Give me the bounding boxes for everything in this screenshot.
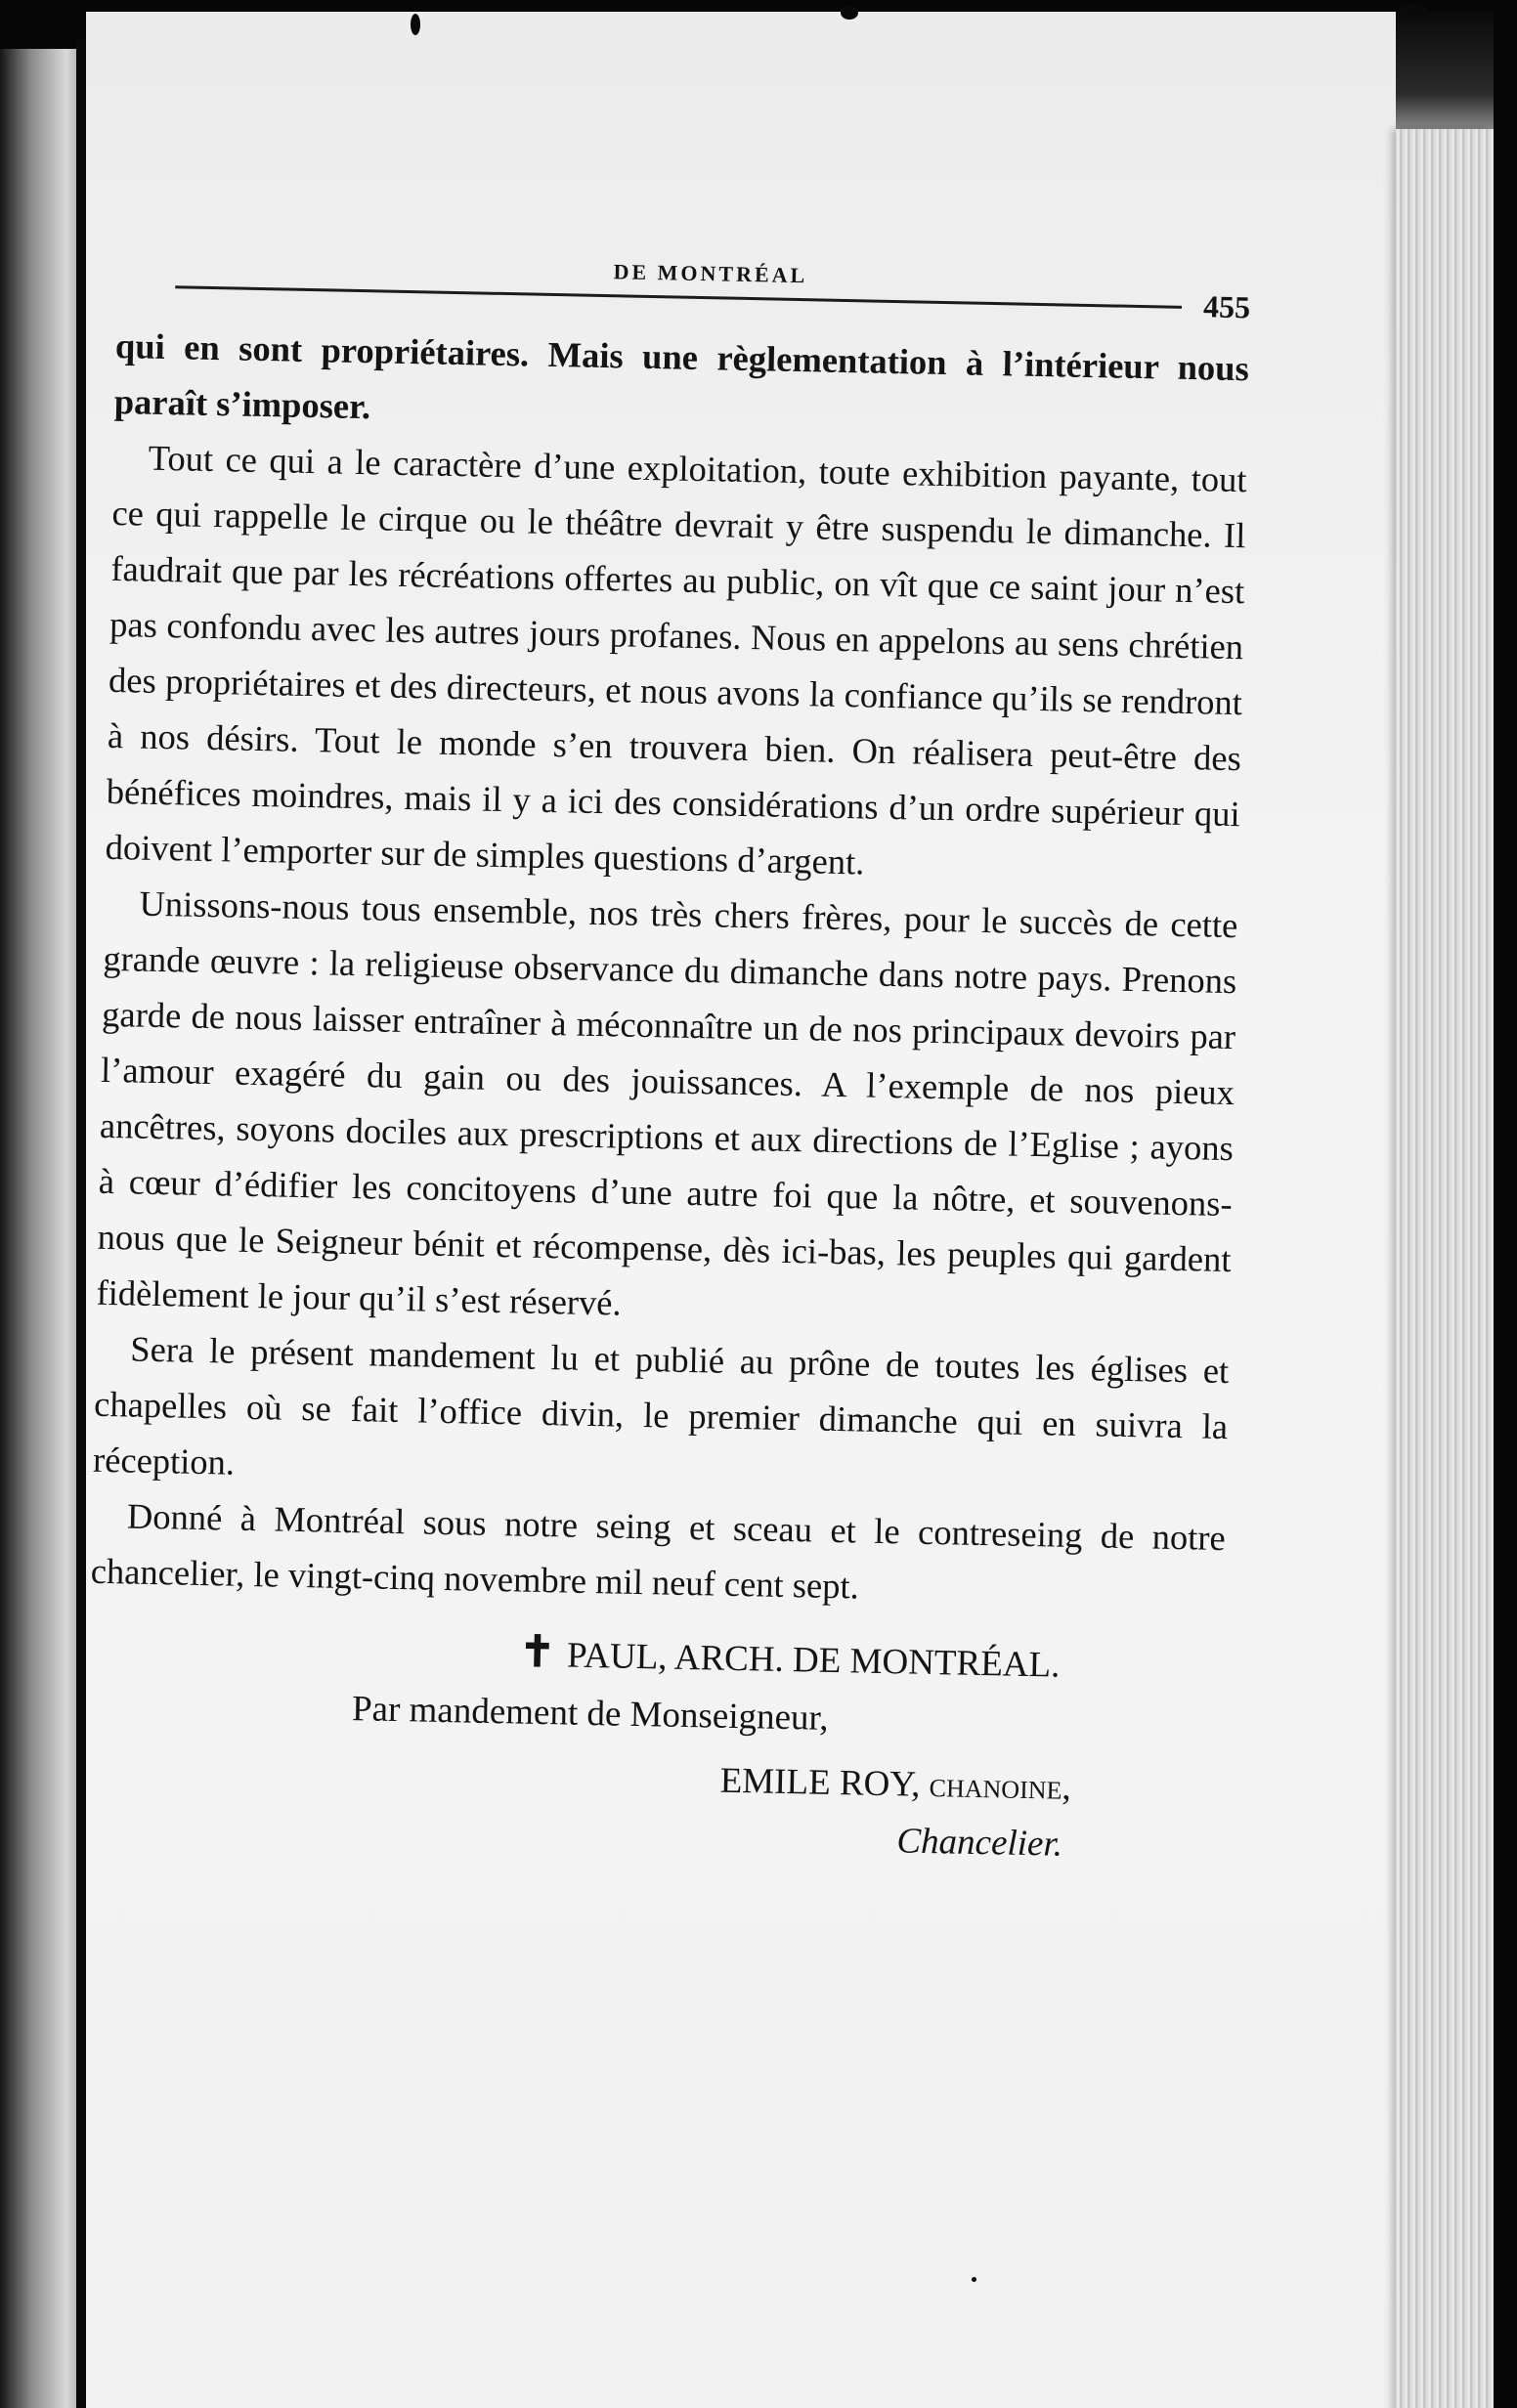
running-head-title: DE MONTRÉAL (613, 259, 808, 288)
paragraph-sera: Sera le présent mandement lu et publié au prône de toutes les églises et chapelles où se fait l’office divin, le premier dimanche qui en suivra la réception. (92, 1328, 1230, 1483)
paragraph-continuation: qui en sont propriétaires. Mais une règlementation à l’intérieur nous paraît s’imposer. (113, 324, 1250, 427)
canon-signature: EMILE ROY, chanoine, (719, 1760, 1072, 1808)
page-number: 455 (1202, 288, 1251, 325)
chancellor-title: Chancelier. (896, 1821, 1063, 1865)
page-edges-top (1396, 12, 1494, 149)
archbishop-name: PAUL, ARCH. DE MONTRÉAL. (566, 1635, 1061, 1686)
paragraph-donne: Donné à Montréal sous notre seing et sceau et le contreseing de notre chancelier, le vingt-cinq novembre mil neuf cent sept. (90, 1495, 1227, 1607)
dust-speck (972, 2277, 976, 2282)
page-text (84, 249, 1250, 1911)
paragraph-exploitation: Tout ce qui a le caractère d’une exploitation, toute exhibition payante, tout ce qui rappelle le cirque ou le théâtre devrait y être suspendu le dimanche. Il faudrait que par les récréations offertes au public, on vît que ce saint jour n’est pas confondu avec les autres jours profanes. Nous en appelons au sens chrétien des propriétaires et des directeurs, et nous avons la confiance qu’ils se rendront à nos désirs. Tout le monde s’en trouvera bien. On réalisera peut-être des bénéfices moindres, mais il y a ici des considérations d’un ordre supérieur qui doivent l’emporter sur de simples questions d’argent. (105, 437, 1247, 882)
signature-block (84, 1614, 1223, 1911)
dust-speck (411, 14, 420, 35)
mandate-line: Par mandement de Monseigneur, (351, 1689, 830, 1739)
right-page-edges (1396, 129, 1494, 2408)
header-rule (175, 285, 1182, 309)
paragraph-unissons: Unissons-nous tous ensemble, nos très chers frères, pour le succès de cette grande œuvre : la religieuse observance du dimanche dans notre pays. Prenons garde de nous laisser entraîner à méconnaître un de nos principaux devoirs par l’amour exagéré du gain ou des jouissances. A l’exemple de nos pieux ancêtres, soyons dociles aux prescriptions et aux directions de l’Eglise ; ayons à cœur d’édifier les concitoyens d’une autre foi que la nôtre, et souvenons-nous que le Seigneur bénit et récompense, dès ici-bas, les peuples qui gardent fidèlement le jour qu’il s’est réservé. (96, 882, 1238, 1323)
dust-speck (841, 6, 858, 20)
cross-icon: ✝ (518, 1627, 556, 1677)
dust-speck (1398, 4, 1427, 16)
left-page-edge (0, 49, 78, 2408)
